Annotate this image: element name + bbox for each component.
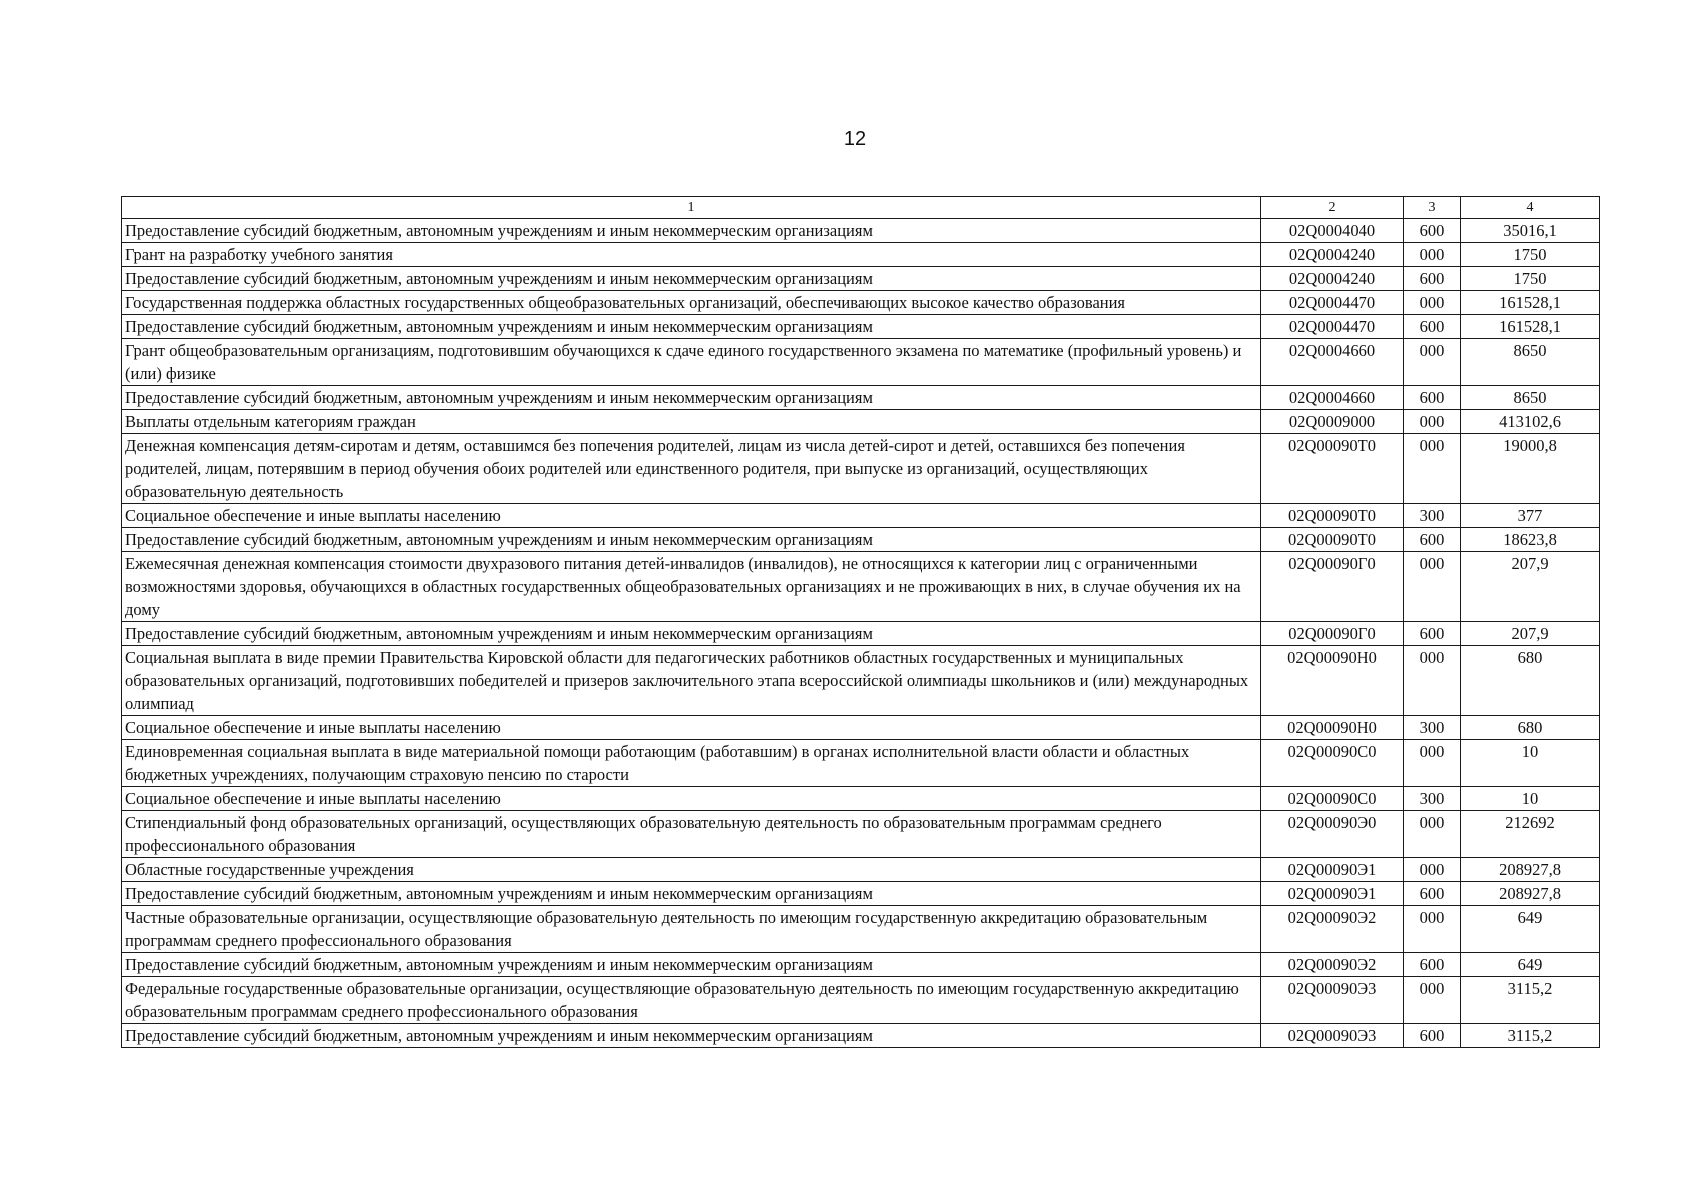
row-code-cell: 02Q00090Н0: [1261, 716, 1404, 740]
row-code-cell: 02Q0004660: [1261, 386, 1404, 410]
table-row: [122, 787, 1600, 811]
row-type-cell: 300: [1404, 787, 1461, 811]
row-amount-cell: 8650: [1461, 386, 1600, 410]
table-row: [122, 339, 1600, 386]
row-name-cell: Предоставление субсидий бюджетным, автономным учреждениям и иным некоммерческим организациям: [122, 622, 1261, 646]
row-type-cell: 000: [1404, 410, 1461, 434]
row-code-cell: 02Q0004040: [1261, 219, 1404, 243]
row-amount-cell: 35016,1: [1461, 219, 1600, 243]
row-type-cell: 000: [1404, 740, 1461, 787]
row-amount-cell: 649: [1461, 953, 1600, 977]
row-code-cell: 02Q00090Э1: [1261, 882, 1404, 906]
table-row: [122, 622, 1600, 646]
table-body: [122, 197, 1600, 1048]
row-name-cell: Предоставление субсидий бюджетным, автономным учреждениям и иным некоммерческим организациям: [122, 386, 1261, 410]
row-amount-cell: 413102,6: [1461, 410, 1600, 434]
row-code-cell: 02Q00090Э2: [1261, 906, 1404, 953]
row-name-cell: Стипендиальный фонд образовательных организаций, осуществляющих образовательную деятельность по образовательным программам среднего профессионального образования: [122, 811, 1261, 858]
row-name-cell: Предоставление субсидий бюджетным, автономным учреждениям и иным некоммерческим организациям: [122, 315, 1261, 339]
row-name-cell: Предоставление субсидий бюджетным, автономным учреждениям и иным некоммерческим организациям: [122, 953, 1261, 977]
row-name-cell: Социальное обеспечение и иные выплаты населению: [122, 504, 1261, 528]
header-cell-2: 2: [1261, 197, 1404, 219]
row-code-cell: 02Q00090Т0: [1261, 504, 1404, 528]
row-code-cell: 02Q00090Т0: [1261, 528, 1404, 552]
row-name-cell: Социальная выплата в виде премии Правительства Кировской области для педагогических работников областных государственных и муниципальных образовательных организаций, подготовивших победителей и призеров заключительного этапа всероссийской олимпиады школьников и (или) международных олимпиад: [122, 646, 1261, 716]
row-type-cell: 600: [1404, 528, 1461, 552]
row-code-cell: 02Q00090Г0: [1261, 552, 1404, 622]
table-header-row: [122, 197, 1600, 219]
table-row: [122, 811, 1600, 858]
row-name-cell: Областные государственные учреждения: [122, 858, 1261, 882]
row-type-cell: 000: [1404, 811, 1461, 858]
row-amount-cell: 207,9: [1461, 552, 1600, 622]
table-row: [122, 552, 1600, 622]
row-type-cell: 000: [1404, 434, 1461, 504]
row-code-cell: 02Q00090Э3: [1261, 1024, 1404, 1048]
row-type-cell: 600: [1404, 1024, 1461, 1048]
table-row: [122, 410, 1600, 434]
row-code-cell: 02Q0004470: [1261, 315, 1404, 339]
row-type-cell: 600: [1404, 386, 1461, 410]
table-row: [122, 528, 1600, 552]
row-type-cell: 000: [1404, 977, 1461, 1024]
row-code-cell: 02Q0004470: [1261, 291, 1404, 315]
row-amount-cell: 8650: [1461, 339, 1600, 386]
page-number: 12: [843, 128, 867, 150]
row-name-cell: Предоставление субсидий бюджетным, автономным учреждениям и иным некоммерческим организациям: [122, 528, 1261, 552]
table-row: [122, 1024, 1600, 1048]
row-name-cell: Грант на разработку учебного занятия: [122, 243, 1261, 267]
row-amount-cell: 212692: [1461, 811, 1600, 858]
row-amount-cell: 1750: [1461, 267, 1600, 291]
row-amount-cell: 680: [1461, 646, 1600, 716]
table-row: [122, 504, 1600, 528]
header-cell-3: 3: [1404, 197, 1461, 219]
row-type-cell: 600: [1404, 219, 1461, 243]
row-name-cell: Социальное обеспечение и иные выплаты населению: [122, 787, 1261, 811]
row-type-cell: 000: [1404, 243, 1461, 267]
row-type-cell: 600: [1404, 622, 1461, 646]
row-code-cell: 02Q0009000: [1261, 410, 1404, 434]
row-code-cell: 02Q00090Т0: [1261, 434, 1404, 504]
row-type-cell: 600: [1404, 953, 1461, 977]
row-name-cell: Федеральные государственные образовательные организации, осуществляющие образовательную деятельность по имеющим государственную аккредитацию образовательным программам среднего профессионального образования: [122, 977, 1261, 1024]
row-amount-cell: 1750: [1461, 243, 1600, 267]
row-code-cell: 02Q00090Э0: [1261, 811, 1404, 858]
row-type-cell: 300: [1404, 716, 1461, 740]
row-code-cell: 02Q00090С0: [1261, 787, 1404, 811]
row-type-cell: 600: [1404, 315, 1461, 339]
row-code-cell: 02Q0004240: [1261, 267, 1404, 291]
row-amount-cell: 10: [1461, 740, 1600, 787]
row-amount-cell: 19000,8: [1461, 434, 1600, 504]
row-name-cell: Единовременная социальная выплата в виде материальной помощи работающим (работавшим) в органах исполнительной власти области и областных бюджетных учреждениях, получающим страховую пенсию по старости: [122, 740, 1261, 787]
row-name-cell: Ежемесячная денежная компенсация стоимости двухразового питания детей-инвалидов (инвалидов), не относящихся к категории лиц с ограниченными возможностями здоровья, обучающихся в областных государственных общеобразовательных организациях и не проживающих в них, в случае обучения их на дому: [122, 552, 1261, 622]
row-code-cell: 02Q00090Э1: [1261, 858, 1404, 882]
row-type-cell: 000: [1404, 906, 1461, 953]
row-code-cell: 02Q00090Н0: [1261, 646, 1404, 716]
table-row: [122, 906, 1600, 953]
budget-table: [121, 196, 1600, 1048]
row-name-cell: Денежная компенсация детям-сиротам и детям, оставшимся без попечения родителей, лицам из числа детей-сирот и детей, оставшихся без попечения родителей, лицам, потерявшим в период обучения обоих родителей или единственного родителя, при выпуске из организаций, осуществляющих образовательную деятельность: [122, 434, 1261, 504]
row-name-cell: Предоставление субсидий бюджетным, автономным учреждениям и иным некоммерческим организациям: [122, 267, 1261, 291]
row-code-cell: 02Q00090С0: [1261, 740, 1404, 787]
row-amount-cell: 207,9: [1461, 622, 1600, 646]
row-amount-cell: 680: [1461, 716, 1600, 740]
row-code-cell: 02Q0004660: [1261, 339, 1404, 386]
row-type-cell: 300: [1404, 504, 1461, 528]
row-amount-cell: 208927,8: [1461, 858, 1600, 882]
table-row: [122, 434, 1600, 504]
table-row: [122, 291, 1600, 315]
row-amount-cell: 377: [1461, 504, 1600, 528]
table-row: [122, 953, 1600, 977]
row-code-cell: 02Q00090Э2: [1261, 953, 1404, 977]
row-type-cell: 000: [1404, 552, 1461, 622]
row-name-cell: Предоставление субсидий бюджетным, автономным учреждениям и иным некоммерческим организациям: [122, 219, 1261, 243]
table-row: [122, 977, 1600, 1024]
row-code-cell: 02Q00090Э3: [1261, 977, 1404, 1024]
row-name-cell: Выплаты отдельным категориям граждан: [122, 410, 1261, 434]
row-type-cell: 000: [1404, 291, 1461, 315]
row-amount-cell: 161528,1: [1461, 315, 1600, 339]
row-code-cell: 02Q00090Г0: [1261, 622, 1404, 646]
header-cell-4: 4: [1461, 197, 1600, 219]
row-type-cell: 600: [1404, 267, 1461, 291]
table-row: [122, 386, 1600, 410]
row-name-cell: Частные образовательные организации, осуществляющие образовательную деятельность по имеющим государственную аккредитацию образовательным программам среднего профессионального образования: [122, 906, 1261, 953]
table-row: [122, 882, 1600, 906]
row-name-cell: Предоставление субсидий бюджетным, автономным учреждениям и иным некоммерческим организациям: [122, 1024, 1261, 1048]
table-row: [122, 858, 1600, 882]
row-type-cell: 600: [1404, 882, 1461, 906]
table-row: [122, 716, 1600, 740]
table-row: [122, 267, 1600, 291]
row-amount-cell: 3115,2: [1461, 977, 1600, 1024]
table-row: [122, 219, 1600, 243]
row-amount-cell: 208927,8: [1461, 882, 1600, 906]
table-row: [122, 315, 1600, 339]
table-row: [122, 740, 1600, 787]
row-amount-cell: 18623,8: [1461, 528, 1600, 552]
table-row: [122, 646, 1600, 716]
row-code-cell: 02Q0004240: [1261, 243, 1404, 267]
row-amount-cell: 161528,1: [1461, 291, 1600, 315]
header-cell-1: 1: [122, 197, 1261, 219]
row-name-cell: Предоставление субсидий бюджетным, автономным учреждениям и иным некоммерческим организациям: [122, 882, 1261, 906]
row-type-cell: 000: [1404, 339, 1461, 386]
row-amount-cell: 649: [1461, 906, 1600, 953]
row-name-cell: Государственная поддержка областных государственных общеобразовательных организаций, обеспечивающих высокое качество образования: [122, 291, 1261, 315]
row-amount-cell: 10: [1461, 787, 1600, 811]
row-name-cell: Грант общеобразовательным организациям, подготовившим обучающихся к сдаче единого государственного экзамена по математике (профильный уровень) и (или) физике: [122, 339, 1261, 386]
row-type-cell: 000: [1404, 646, 1461, 716]
table-row: [122, 243, 1600, 267]
row-amount-cell: 3115,2: [1461, 1024, 1600, 1048]
row-type-cell: 000: [1404, 858, 1461, 882]
row-name-cell: Социальное обеспечение и иные выплаты населению: [122, 716, 1261, 740]
